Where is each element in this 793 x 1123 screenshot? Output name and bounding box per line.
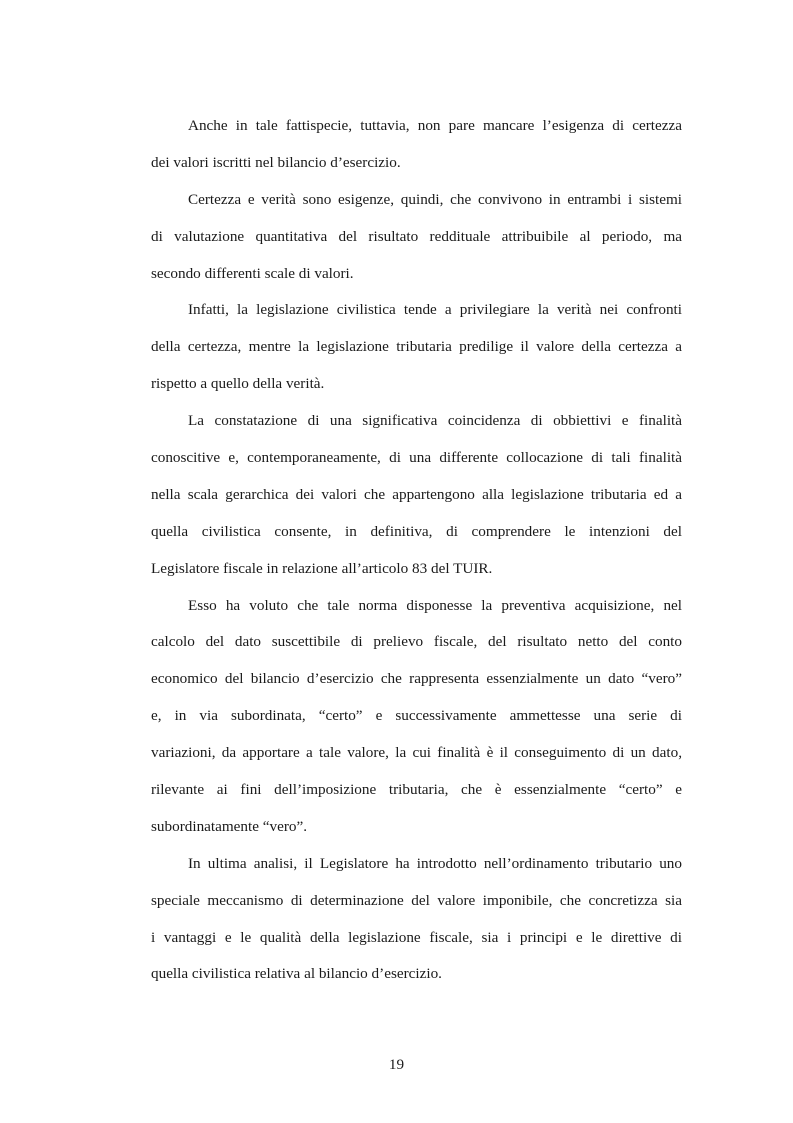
paragraph xyxy=(151,588,682,846)
paragraph xyxy=(151,182,682,293)
text-line: La constatazione di una significativa coincidenza di obbiettivi e finalità xyxy=(188,412,682,430)
body-text xyxy=(151,108,682,993)
text-line: conoscitive e, contemporaneamente, di una differente collocazione di tali finalità xyxy=(151,449,682,467)
text-line: speciale meccanismo di determinazione del valore imponibile, che concretizza sia xyxy=(151,891,682,909)
text-line: variazioni, da apportare a tale valore, la cui finalità è il conseguimento di un dato, xyxy=(151,744,682,762)
paragraph xyxy=(151,846,682,994)
text-line: economico del bilancio d’esercizio che rappresenta essenzialmente un dato “vero” xyxy=(151,670,682,688)
text-line: Certezza e verità sono esigenze, quindi, che convivono in entrambi i sistemi xyxy=(188,190,682,208)
text-line: e, in via subordinata, “certo” e successivamente ammettesse una serie di xyxy=(151,707,682,725)
text-line: quella civilistica relativa al bilancio d’esercizio. xyxy=(151,965,442,983)
text-line: Anche in tale fattispecie, tuttavia, non pare mancare l’esigenza di certezza xyxy=(188,117,682,134)
text-line: Legislatore fiscale in relazione all’articolo 83 del TUIR. xyxy=(151,559,493,577)
text-line: di valutazione quantitativa del risultato reddituale attribuibile al periodo, ma xyxy=(151,227,682,245)
text-line: Esso ha voluto che tale norma disponesse la preventiva acquisizione, nel xyxy=(188,596,682,614)
paragraph xyxy=(151,292,682,403)
paragraph xyxy=(151,403,682,587)
text-line: rispetto a quello della verità. xyxy=(151,375,325,393)
text-line: secondo differenti scale di valori. xyxy=(151,264,354,282)
text-line: Infatti, la legislazione civilistica tende a privilegiare la verità nei confronti xyxy=(188,301,682,319)
text-line: dei valori iscritti nel bilancio d’esercizio. xyxy=(151,153,401,171)
page-number: 19 xyxy=(388,1056,405,1073)
text-line: della certezza, mentre la legislazione tributaria predilige il valore della certezza a xyxy=(151,338,682,356)
text-line: i vantaggi e le qualità della legislazione fiscale, sia i principi e le direttive di xyxy=(151,928,682,946)
text-line: In ultima analisi, il Legislatore ha introdotto nell’ordinamento tributario uno xyxy=(188,854,682,872)
paragraph xyxy=(151,108,682,182)
text-line: calcolo del dato suscettibile di prelievo fiscale, del risultato netto del conto xyxy=(151,633,682,651)
text-line: rilevante ai fini dell’imposizione tributaria, che è essenzialmente “certo” e xyxy=(151,781,682,799)
text-line: nella scala gerarchica dei valori che appartengono alla legislazione tributaria ed a xyxy=(151,485,682,503)
text-line: quella civilistica consente, in definitiva, di comprendere le intenzioni del xyxy=(151,522,682,540)
text-line: subordinatamente “vero”. xyxy=(151,817,308,835)
